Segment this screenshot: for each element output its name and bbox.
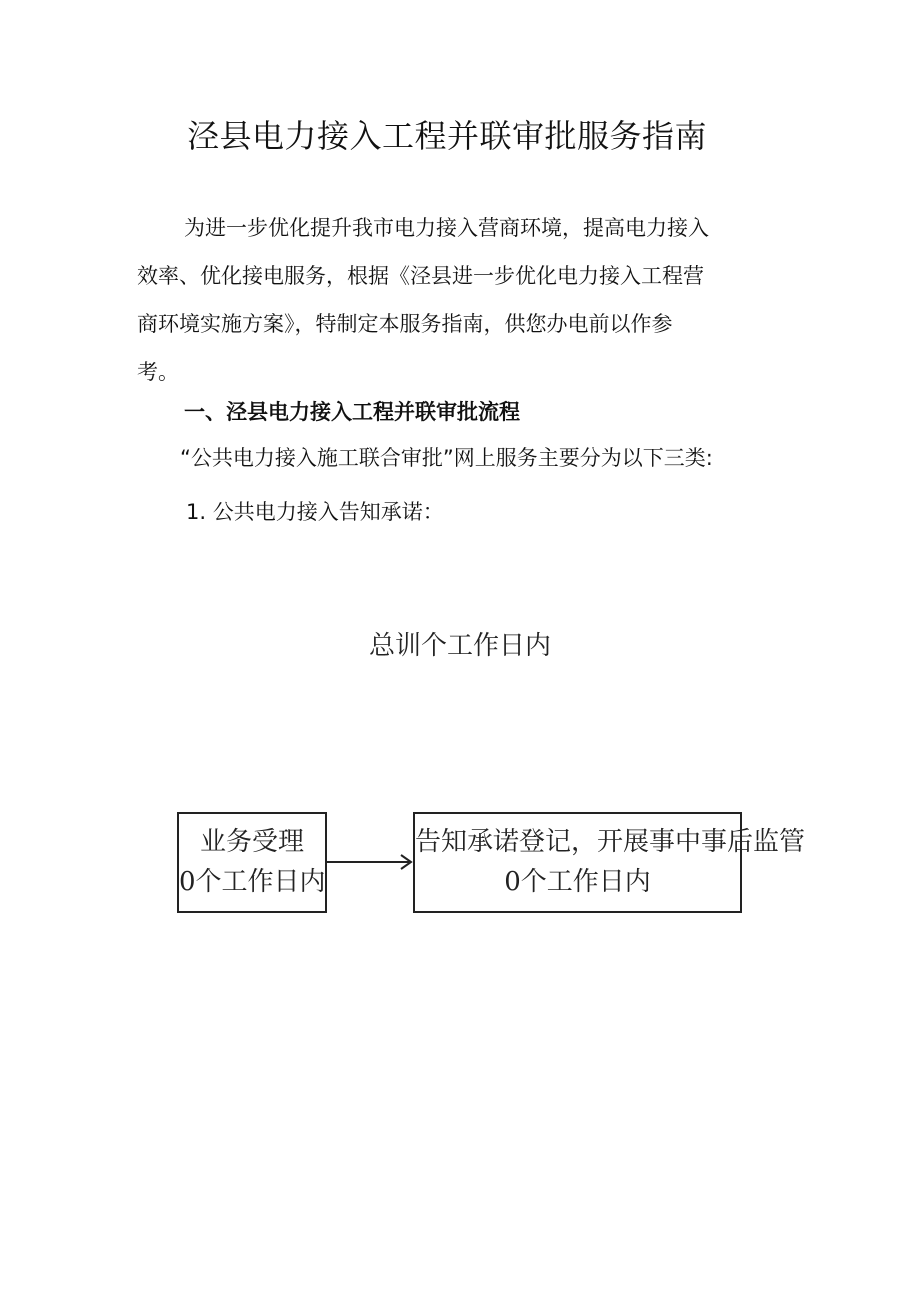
intro-line-1: 为进一步优化提升我市电力接入营商环境，提高电力接入: [184, 216, 709, 240]
flow-step-commitment-registration: [413, 812, 806, 913]
step-1-duration: 0个工作日内: [179, 867, 326, 897]
intro-line-4: 考。: [137, 360, 179, 384]
step-1-title: 业务受理: [199, 827, 304, 857]
item-1-label: 1. 公共电力接入告知承诺：: [186, 500, 444, 524]
step-2-title: 告知承诺登记，开展事中事后监管: [415, 827, 806, 857]
intro-line-2: 效率、优化接电服务，根据《泾县进一步优化电力接入工程营: [137, 264, 704, 288]
flow-step-business-acceptance: [177, 812, 327, 913]
step-2-duration: 0个工作日内: [504, 867, 651, 897]
arrow-head: [401, 855, 411, 869]
intro-paragraph: [137, 204, 777, 396]
intro-line-3: 商环境实施方案》，特制定本服务指南，供您办电前以作参: [137, 312, 673, 336]
section-1-heading: 一、泾县电力接入工程并联审批流程: [184, 400, 520, 424]
document-title: 泾县电力接入工程并联审批服务指南: [186, 117, 707, 155]
section-1-body: “公共电力接入施工联合审批”网上服务主要分为以下三类:: [180, 446, 713, 470]
flowchart-total-label: 总训个工作日内: [368, 631, 551, 661]
